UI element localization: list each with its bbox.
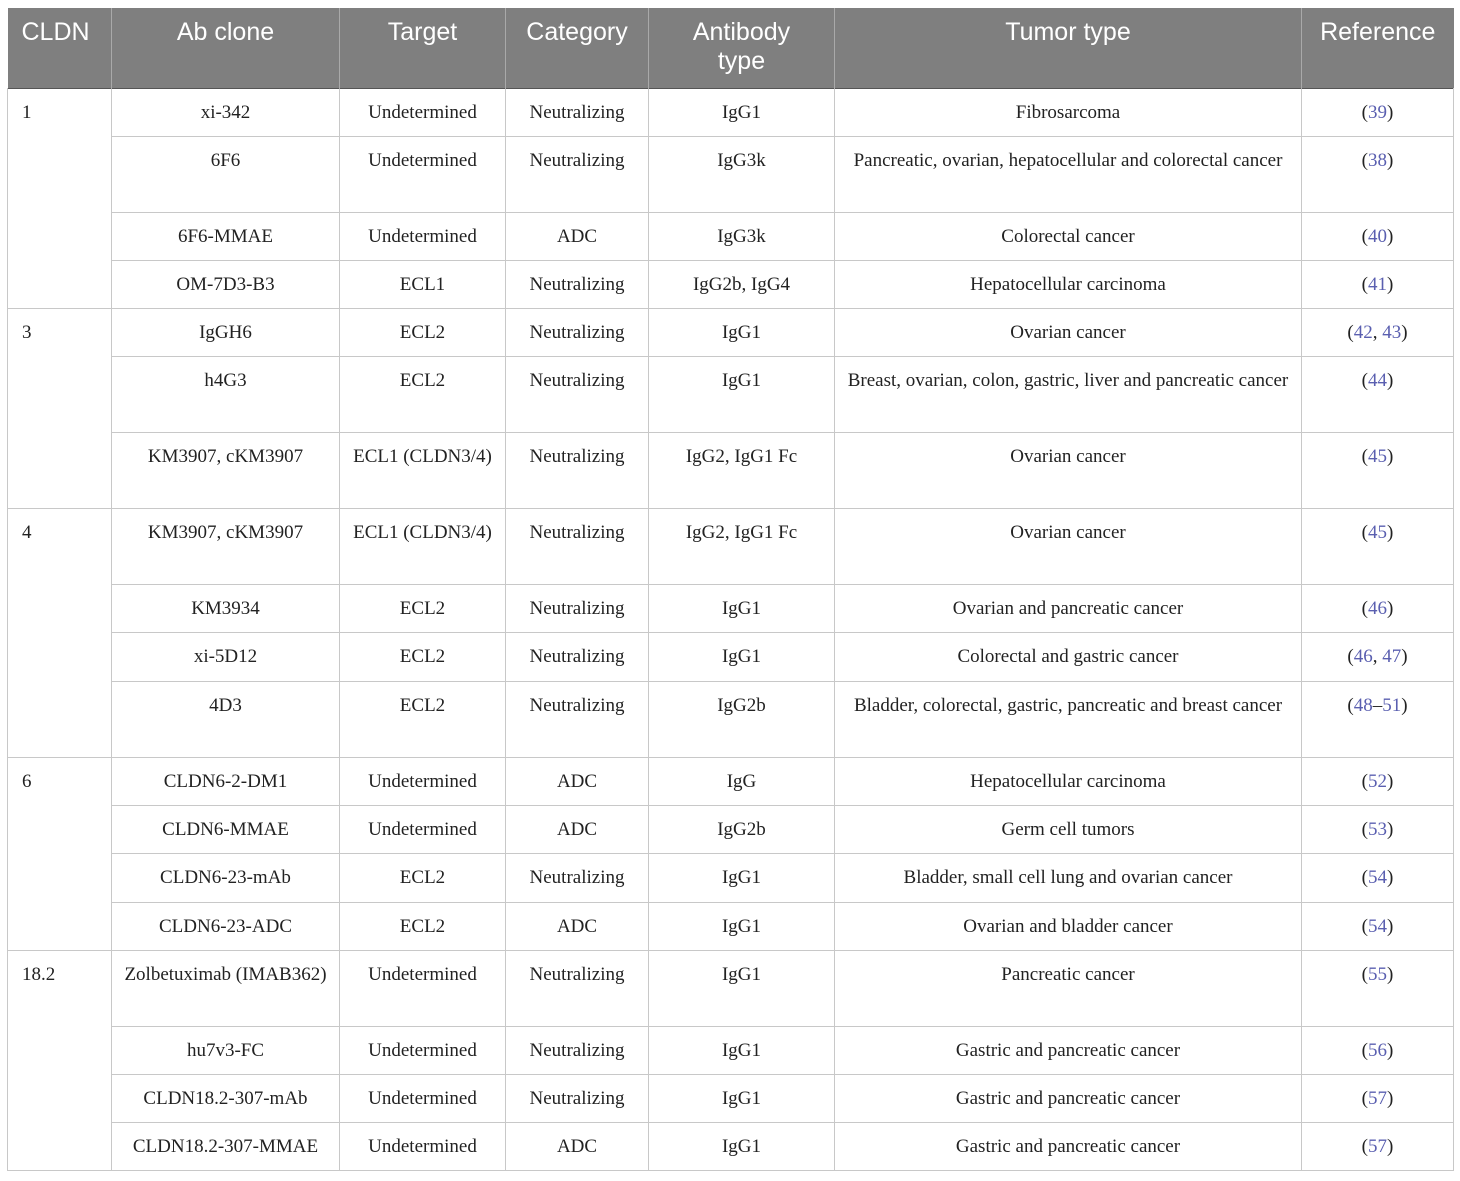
ref-separator: , [1372,645,1383,667]
table-row [8,950,1454,1026]
reference-cell [1302,757,1454,805]
category-cell: Neutralizing [506,260,649,308]
reference-cell [1302,853,1454,902]
category-cell: Neutralizing [506,681,649,757]
category-cell: Neutralizing [506,1074,649,1122]
ref-close-paren: ) [1387,597,1394,619]
ref-open-paren: ( [1361,597,1368,619]
category-cell: Neutralizing [506,508,649,584]
reference-link[interactable]: 52 [1368,770,1387,792]
ab-clone-cell: IgGH6 [112,308,340,356]
header-category: Category [506,8,649,88]
antibody-type-cell: IgG1 [649,853,835,902]
reference-link[interactable]: 45 [1368,521,1387,543]
reference-link[interactable]: 38 [1368,149,1387,171]
target-cell: ECL2 [340,584,506,632]
category-cell: Neutralizing [506,136,649,212]
table-row [8,681,1454,757]
ref-open-paren: ( [1361,149,1368,171]
reference-cell [1302,508,1454,584]
ab-clone-cell: OM-7D3-B3 [112,260,340,308]
ref-open-paren: ( [1361,1087,1368,1109]
antibody-type-cell: IgG3k [649,212,835,260]
ab-clone-cell: CLDN6-2-DM1 [112,757,340,805]
ref-close-paren: ) [1387,866,1394,888]
antibody-type-cell: IgG1 [649,950,835,1026]
reference-cell [1302,260,1454,308]
reference-cell [1302,681,1454,757]
ref-open-paren: ( [1361,445,1368,467]
category-cell: Neutralizing [506,308,649,356]
tumor-type-cell: Ovarian cancer [835,432,1302,508]
ab-clone-cell: Zolbetuximab (IMAB362) [112,950,340,1026]
header-ab-clone: Ab clone [112,8,340,88]
ref-close-paren: ) [1387,273,1394,295]
ref-separator: , [1372,321,1383,343]
target-cell: Undetermined [340,1026,506,1074]
target-cell: ECL1 [340,260,506,308]
target-cell: ECL2 [340,853,506,902]
reference-cell [1302,950,1454,1026]
antibody-type-cell: IgG2, IgG1 Fc [649,508,835,584]
header-antibody-type-line2: type [717,47,766,75]
reference-link[interactable]: 48 [1353,694,1373,716]
reference-link[interactable]: 56 [1368,1039,1387,1061]
reference-link[interactable]: 51 [1382,694,1402,716]
ref-open-paren: ( [1361,818,1368,840]
ref-close-paren: ) [1387,1087,1394,1109]
tumor-type-cell: Colorectal and gastric cancer [835,632,1302,681]
header-reference: Reference [1302,8,1454,88]
ab-clone-cell: xi-342 [112,88,340,136]
antibody-type-cell: IgG2b [649,805,835,853]
cldn-cell: 18.2 [8,950,112,1170]
target-cell: Undetermined [340,1122,506,1170]
category-cell: ADC [506,1122,649,1170]
reference-cell [1302,1026,1454,1074]
category-cell: Neutralizing [506,632,649,681]
ab-clone-cell: CLDN18.2-307-mAb [112,1074,340,1122]
ref-close-paren: ) [1401,321,1408,343]
tumor-type-cell: Gastric and pancreatic cancer [835,1074,1302,1122]
table-row [8,88,1454,136]
antibody-type-cell: IgG1 [649,308,835,356]
reference-link[interactable]: 47 [1382,645,1402,667]
reference-link[interactable]: 42 [1353,321,1373,343]
category-cell: Neutralizing [506,88,649,136]
header-row [8,8,1454,88]
cldn-cell: 1 [8,88,112,308]
antibody-type-cell: IgG2b [649,681,835,757]
header-tumor-type: Tumor type [835,8,1302,88]
ab-clone-cell: KM3907, cKM3907 [112,508,340,584]
reference-link[interactable]: 41 [1368,273,1387,295]
antibody-type-cell: IgG1 [649,1026,835,1074]
reference-cell [1302,902,1454,950]
ref-open-paren: ( [1361,1039,1368,1061]
tumor-type-cell: Pancreatic, ovarian, hepatocellular and colorectal cancer [835,136,1302,212]
ab-clone-cell: CLDN6-23-ADC [112,902,340,950]
table-row [8,356,1454,432]
target-cell: Undetermined [340,88,506,136]
category-cell: ADC [506,805,649,853]
ref-close-paren: ) [1387,818,1394,840]
target-cell: ECL2 [340,681,506,757]
category-cell: Neutralizing [506,356,649,432]
target-cell: ECL2 [340,356,506,432]
claudin-antibody-table [7,8,1454,1171]
ref-open-paren: ( [1361,770,1368,792]
category-cell: ADC [506,212,649,260]
tumor-type-cell: Germ cell tumors [835,805,1302,853]
ref-separator: – [1372,694,1383,716]
reference-link[interactable]: 54 [1368,866,1387,888]
target-cell: Undetermined [340,1074,506,1122]
cldn-cell: 4 [8,508,112,757]
reference-cell [1302,356,1454,432]
tumor-type-cell: Gastric and pancreatic cancer [835,1122,1302,1170]
ref-open-paren: ( [1361,521,1368,543]
tumor-type-cell: Ovarian cancer [835,308,1302,356]
ref-close-paren: ) [1387,149,1394,171]
ab-clone-cell: 6F6 [112,136,340,212]
reference-cell [1302,136,1454,212]
ref-close-paren: ) [1387,1039,1394,1061]
ref-open-paren: ( [1361,225,1368,247]
ref-open-paren: ( [1361,915,1368,937]
antibody-table-container [7,8,1453,1171]
ref-open-paren: ( [1347,645,1354,667]
reference-cell [1302,432,1454,508]
ref-close-paren: ) [1387,521,1394,543]
ref-open-paren: ( [1361,273,1368,295]
tumor-type-cell: Ovarian cancer [835,508,1302,584]
table-row [8,308,1454,356]
target-cell: Undetermined [340,136,506,212]
reference-cell [1302,632,1454,681]
table-row [8,632,1454,681]
table-row [8,805,1454,853]
ref-open-paren: ( [1347,321,1354,343]
reference-cell [1302,1074,1454,1122]
reference-link[interactable]: 43 [1382,321,1402,343]
target-cell: ECL2 [340,902,506,950]
ref-close-paren: ) [1387,369,1394,391]
antibody-type-cell: IgG1 [649,632,835,681]
table-row [8,757,1454,805]
ref-close-paren: ) [1387,101,1394,123]
antibody-type-cell: IgG1 [649,902,835,950]
ref-close-paren: ) [1401,645,1408,667]
reference-cell [1302,805,1454,853]
target-cell: ECL2 [340,632,506,681]
target-cell: ECL1 (CLDN3/4) [340,432,506,508]
ref-close-paren: ) [1387,770,1394,792]
ab-clone-cell: KM3934 [112,584,340,632]
table-row [8,1122,1454,1170]
category-cell: Neutralizing [506,432,649,508]
antibody-type-cell: IgG2, IgG1 Fc [649,432,835,508]
ref-close-paren: ) [1401,694,1408,716]
ref-close-paren: ) [1387,963,1394,985]
category-cell: Neutralizing [506,950,649,1026]
reference-link[interactable]: 39 [1368,101,1387,123]
category-cell: Neutralizing [506,1026,649,1074]
ab-clone-cell: 4D3 [112,681,340,757]
tumor-type-cell: Hepatocellular carcinoma [835,260,1302,308]
ab-clone-cell: CLDN6-MMAE [112,805,340,853]
antibody-type-cell: IgG1 [649,1122,835,1170]
tumor-type-cell: Bladder, colorectal, gastric, pancreatic and breast cancer [835,681,1302,757]
tumor-type-cell: Fibrosarcoma [835,88,1302,136]
cldn-cell: 3 [8,308,112,508]
target-cell: Undetermined [340,212,506,260]
antibody-type-cell: IgG3k [649,136,835,212]
category-cell: ADC [506,757,649,805]
ref-open-paren: ( [1361,101,1368,123]
header-antibody-type [649,8,835,88]
ab-clone-cell: CLDN18.2-307-MMAE [112,1122,340,1170]
ref-close-paren: ) [1387,225,1394,247]
reference-cell [1302,88,1454,136]
tumor-type-cell: Gastric and pancreatic cancer [835,1026,1302,1074]
reference-link[interactable]: 44 [1368,369,1387,391]
table-row [8,902,1454,950]
ab-clone-cell: h4G3 [112,356,340,432]
header-cldn: CLDN [8,8,112,88]
reference-link[interactable]: 45 [1368,445,1387,467]
reference-link[interactable]: 54 [1368,915,1387,937]
ref-close-paren: ) [1387,1135,1394,1157]
tumor-type-cell: Ovarian and bladder cancer [835,902,1302,950]
reference-link[interactable]: 46 [1353,645,1373,667]
tumor-type-cell: Pancreatic cancer [835,950,1302,1026]
reference-link[interactable]: 40 [1368,225,1387,247]
ref-open-paren: ( [1361,1135,1368,1157]
table-row [8,853,1454,902]
ref-open-paren: ( [1361,866,1368,888]
reference-cell [1302,308,1454,356]
tumor-type-cell: Bladder, small cell lung and ovarian cancer [835,853,1302,902]
antibody-type-cell: IgG1 [649,584,835,632]
table-row [8,584,1454,632]
reference-cell [1302,584,1454,632]
ab-clone-cell: CLDN6-23-mAb [112,853,340,902]
ref-close-paren: ) [1387,915,1394,937]
reference-cell [1302,212,1454,260]
table-row [8,508,1454,584]
reference-link[interactable]: 53 [1368,818,1387,840]
tumor-type-cell: Hepatocellular carcinoma [835,757,1302,805]
category-cell: Neutralizing [506,853,649,902]
target-cell: Undetermined [340,950,506,1026]
tumor-type-cell: Colorectal cancer [835,212,1302,260]
reference-link[interactable]: 46 [1368,597,1387,619]
ref-open-paren: ( [1347,694,1354,716]
tumor-type-cell: Ovarian and pancreatic cancer [835,584,1302,632]
antibody-type-cell: IgG2b, IgG4 [649,260,835,308]
category-cell: Neutralizing [506,584,649,632]
reference-link[interactable]: 57 [1368,1135,1387,1157]
ref-open-paren: ( [1361,369,1368,391]
table-row [8,212,1454,260]
table-row [8,432,1454,508]
tumor-type-cell: Breast, ovarian, colon, gastric, liver and pancreatic cancer [835,356,1302,432]
ab-clone-cell: hu7v3-FC [112,1026,340,1074]
antibody-type-cell: IgG [649,757,835,805]
reference-link[interactable]: 55 [1368,963,1387,985]
table-row [8,260,1454,308]
ab-clone-cell: 6F6-MMAE [112,212,340,260]
cldn-cell: 6 [8,757,112,950]
antibody-type-cell: IgG1 [649,88,835,136]
target-cell: ECL2 [340,308,506,356]
ab-clone-cell: xi-5D12 [112,632,340,681]
table-body [8,88,1454,1170]
table-row [8,1026,1454,1074]
reference-cell [1302,1122,1454,1170]
table-row [8,1074,1454,1122]
target-cell: ECL1 (CLDN3/4) [340,508,506,584]
reference-link[interactable]: 57 [1368,1087,1387,1109]
ref-close-paren: ) [1387,445,1394,467]
antibody-type-cell: IgG1 [649,1074,835,1122]
table-row [8,136,1454,212]
antibody-type-cell: IgG1 [649,356,835,432]
target-cell: Undetermined [340,805,506,853]
header-target: Target [340,8,506,88]
target-cell: Undetermined [340,757,506,805]
ref-open-paren: ( [1361,963,1368,985]
ab-clone-cell: KM3907, cKM3907 [112,432,340,508]
category-cell: ADC [506,902,649,950]
header-antibody-type-line1: Antibody [692,18,791,46]
